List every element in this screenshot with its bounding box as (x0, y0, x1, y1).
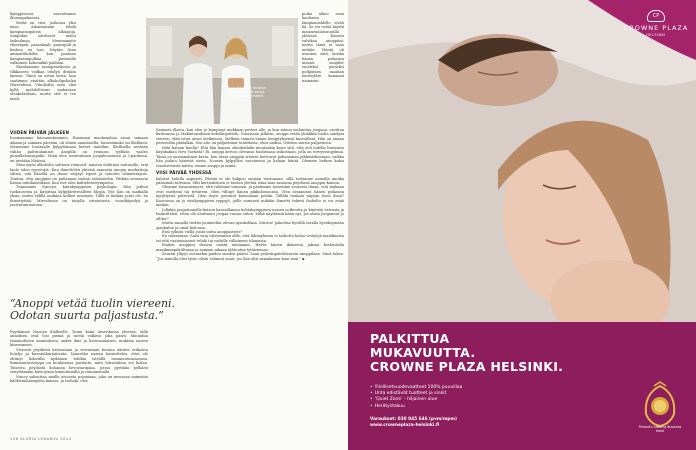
section-heading: VIISI PÄIVÄÄ YHDESSÄ (156, 170, 212, 176)
paragraph: Samasta illasta, kun olen jo kömpinyt mukkaan petteri alle, ja kun minua melanitaa joogaan, osoittaa kuttiuassa ja Makintoasilmen kehokaijoittelu. Suorissan jälkeen, anoppi vetää yhtäkkiä tuolin sänkyni viereen. Hän istuu aivan eteikeessa. Melkein tunnen hänen hengityksensä kasvoillani. Hän on niiaan perusvälin päätalkin. Sen aito on paljastunut tuntiltasta, ehut naiksa. Odotun suurta paljastusta. (156, 128, 344, 146)
brand-name: CROWNE PLAZA (623, 24, 689, 32)
crown-icon: CP (647, 10, 665, 22)
paragraph: Mutta samalla tiedän juomiethin olevan ajankohkaa. Mirava! pakottaa hyvällä tavalla hyväksymään ajankulun ja omat kehonsa. (156, 221, 344, 230)
page-footer: 126 GLORIA LOKAKUU 2014 (10, 437, 72, 441)
paragraph: Ensi syksön viellä joisin uutta anoppiasteri? (162, 229, 242, 234)
paragraph: kaluvat todella nopeasti. Päivää ei ole hokpoo ennään toistunaan, sillä toteimme aamulla anoika pääsimuli tuleensa. Silti kerrauksiuen ei tuntuu ylettää istua taas samassa pöydässä anoppin kanssa. (156, 176, 344, 185)
paragraph: Olemme huoamenneet, että tulemme toimeen, ja päätimme toisemme seurasta ilman, että mukana ovat miehemi tai tyttäreni. Olen villinyt hänen pikkuhousunsa. Olen avaanunut hänen poikansa äyrjittyisiä pätevistä. Olen myös joutunut katsomaan peiliin. Tälläki toukam näyyän itseä ilmoi? Kasvoissa on jo viisikymppisen ryppyjä, joille varmasti mikään ihmettä tekevä ihoholto ei voi enää mitään. (156, 185, 344, 208)
paragraph: Pyydämme Nancyn illalliselle. Tuimi kaini Amerikassa yleensä, tällä annoksen ovat tosi pieniä ja meitä valkeus joka päivä. Minuuhin tämänuhteen amnisoksen, anker ilme ja kvinvasalaisen, mukissa naisen kiiremmeen. (10, 330, 148, 348)
award-label: Finland's Leading Business Hotel (638, 425, 682, 433)
article-column-2 (156, 128, 344, 261)
photo-illustration (146, 18, 298, 124)
article-column-2-narrow (302, 12, 344, 83)
list-item: • Yliellisetvuodevaatteet 100% puuvillaa (370, 385, 462, 391)
paragraph: Otan myös alkoholin suhteen rennostl: naisten itsihtaisi natturalle, eräi laulu eden ryysöväiä. Kun ihmettelen yhteisä aamusta anopin merkattuja siltsiä, sitä hänellä on ihoon värjäyt ripset ja tatuoitu silmienrajaus. Tuntun, että anoppini on pullanaan imissä salaisuuden. Päiktin seuraavia hänen intiukaistiltaan, kun itse olen kuhtelensivympasta. (10, 163, 148, 185)
paragraph: Tunnamme Nancyn, kuunkymppisen psykologin. Hän puhuu tuokuusesta ja kirjoittaa kylpyläretrealleen blogia. Nyt hän on matkalla yksin, mutta välillä mukana kulkee aviomies. Tällä ei mitään juuri ole, he ihmettyttää. Mirvaliossa on tarjolla ratsastusta, vuorikiipeilyä ja joustarummutusa. (10, 185, 148, 208)
article-column-1 (10, 128, 148, 208)
headline-line: PALKITTUA (370, 331, 450, 346)
pull-quote: “Anoppi vetää tuolin viereeni. Odotan suurta paljastusta.” (10, 297, 176, 322)
paragraph: Vierestä pöydässä kertoutaan ja verraisaan kovaan äänten erikuista hotelja ja kuentulkarjuiitsuta. Nauretku naisen harmittelee, ettei ole ehtinyt koketilla nydämen tehdän istvällä rummuutusaaosasa. Rummuntustarppa on koulutensa paritaita, mitä Miravalissa voi kokea. Toisesta pöydästä kohanan hevostarupiaa, joissa pyritään pelkäen venyttämään kiistojensa kiintoitumilla ja rumamenalla. (10, 347, 148, 375)
paragraph: Skoolaamme mangomehusta ja tilkkaseen vodkaa tehdyn drinkin kanssa. Tämä on aivan kerta, kun saatimme emittän alkoholipokalaa Miravalissa. Viinilistlin seen olisi kyllä mahdollisuus mukavaan olenkelaitlaan, mutta sitä ei tee mieli. (10, 65, 76, 101)
paragraph: Nancy saksuttaa meille aivoasta pojaniaan, joka on menossa naimisiin kalifornialaisnyöön kanssa, ja voihoki, että (10, 374, 148, 383)
advertisement-page (348, 0, 696, 450)
paragraph: Seuriin ylliyys seuraakin paiden sunden päätsi. Saan ystävänpäivälieurein anoppilaan. Siinä lukee: “Jos minulla olisi tytär, olisin valinnut sinut, jos hän olisi samalainen kuin sinä.” ▪ (156, 252, 344, 261)
award-wreath-icon (640, 380, 680, 430)
booking-phone: Varaukset: 020 045 646 (pvm/mpm) (370, 417, 457, 422)
section-heading: VIIDEN PÄIVÄN JÄLKEEN (10, 130, 70, 135)
paragraph: kymppisessä, saavuttamat illanonpalmessa. (10, 12, 76, 21)
photo-caption: Kylpylähoitoon taustan anoppi ja miniä saivat toinen toisaa ilmeiltä. (228, 86, 266, 98)
paragraph: huomaamme katsomuksemme. Huomaan muokeaabaa aivan samaan aikaan ja samaan päivään, oli olinen aamiaisella, liusuantaako tai illallinen. Menemme loustaalle kylpylöinnsa koteet muutkin. Illallisella nestään vähän palesiulamme. Anopilla on rennosn tyylikäs vaaleo puuvillahousupuku. Minä olen asentuinnen joogahousuissa ja t-paidassa, en nestään Näsissä. (10, 136, 148, 163)
list-item: • Herätystakuu (370, 404, 462, 410)
ad-feature-list (370, 385, 462, 410)
crowne-plaza-logo (616, 10, 696, 37)
ad-headline (370, 332, 563, 374)
booking-website: www.crowneplaza-helsinki.fi (370, 423, 440, 429)
article-photo (146, 18, 298, 124)
paragraph: Jollakin joogatunnella katson kanssillamea kohtakymppisen naisen notkeutta ja kiinteää varrasta ja harmittelen, etten ole aloittanut joogaa vuosia sitten. Mihä näyttäisin kään nyt, jos olisin joogannut jo alliter? (156, 207, 344, 221)
paragraph: Mitä haluan kuulla? Että hän kanssa oliindoidalin muutaskin kaire sitä, että oeli todella lintoiisen käynkaikan New Yorkista? Ei, anoppi kertoo olevansa huolissaan siskontaan, jolla on tervysvongelmia. Tämä on ensimmäinen kerta, kun tässä anoppin sitoeen kertoivat pahaneman pikkusiskontaan, vaikka hän puhuu hänestä usein. Nousen kylpyllesi vaaviuessa ja halaan häntä. Olemme hetken kuksi tauonvetaista naista, emme anoppi ja miniä. (156, 145, 344, 168)
paragraph: Ihailen anoppini draivia enistä enemmän. Harva hänen ikäiseesä jaksaa kerkostalla maailmanpäätiltansa ja samaan aikaan tähtoutua tyttärensaa. (156, 243, 344, 252)
list-item: • ‘Quiet Zone’ - hiljainen alue (370, 397, 462, 403)
paragraph: Meitä on viisi, joukossa yksi mies. Aikaisemmin tehdä kampaamopäiviä alkuajoja. Simpukat odottavat meitä laskuilmaa. Menemmeite viheräpuh, paasakaali, puurapuli ja kesken on tosi. Näytän lisaa ammattikokilta, kun pantaan kampuaimpulkaa pasenalla valkoinen kokotaikki pääliäni. (10, 20, 76, 65)
article-column-1-top (10, 12, 76, 101)
headline-line: MUKAVUUTTA. (370, 345, 476, 360)
headline-line: CROWNE PLAZA HELSINKI. (370, 359, 564, 374)
paragraph: En oikeastaan. Saisi vain valvistamen allle, että lähimyhmen ei tarkottu halua vetäytyä maailmasta tai että vaatimaisenot tehdä tai vadrille vällaineen tilamusta. (156, 234, 344, 243)
article-column-1-bottom (10, 330, 148, 383)
booking-info (370, 417, 457, 429)
list-item: • Unta edistävät tuotteet ja sinkit (370, 391, 462, 397)
paragraph: poika aikoo asua kauhassa lämpiamisklelle, eiväh kä. Se voi estää käyttä mamurnalatsuuralla ylidessä. Kansen valvikaa anoppiini, mutta tämä ei sano mitään. Häntä oli avantua siitä, koiska hänen poikansa meanti omijäler vuodeksi pieneksi poikjumen maahan merisyläre kamnani naimisiin. (302, 12, 344, 83)
brand-city: HELSINKI (646, 33, 666, 37)
